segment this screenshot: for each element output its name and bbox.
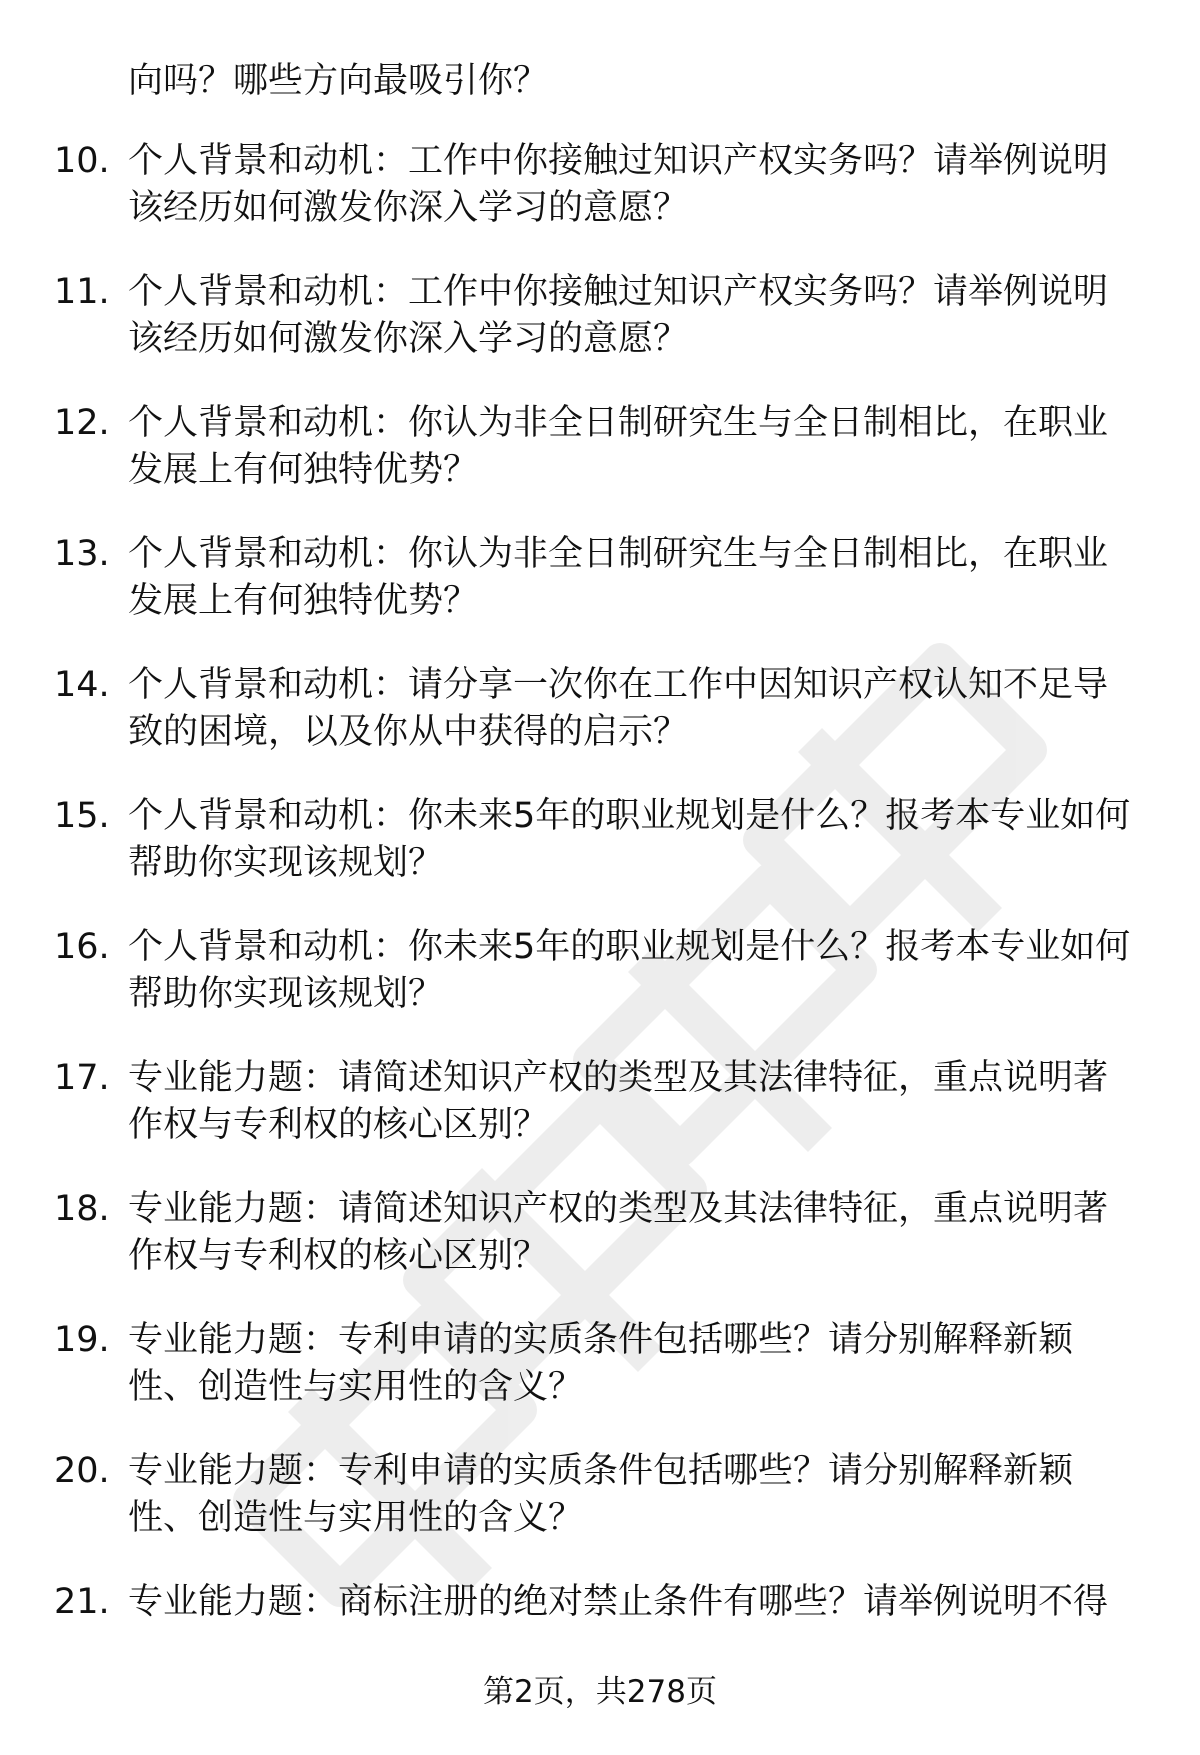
question-item (0, 269, 1200, 400)
question-text-line: 个人背景和动机：你未来5年的职业规划是什么？报考本专业如何 (128, 927, 1131, 967)
question-text-line: 性、创造性与实用性的含义？ (128, 1498, 584, 1538)
question-text (128, 1186, 1168, 1280)
question-list (0, 138, 1200, 1710)
question-item (0, 1055, 1200, 1186)
question-number: 13. (54, 534, 110, 574)
question-item (0, 924, 1200, 1055)
question-text (128, 662, 1168, 756)
question-text (128, 138, 1168, 232)
question-number: 15. (54, 796, 110, 836)
question-text-line: 发展上有何独特优势？ (128, 581, 479, 621)
question-item (0, 1317, 1200, 1448)
question-item (0, 793, 1200, 924)
question-item (0, 1448, 1200, 1579)
question-text-line: 个人背景和动机：你未来5年的职业规划是什么？报考本专业如何 (128, 796, 1131, 836)
question-item (0, 662, 1200, 793)
question-text-line: 专业能力题：专利申请的实质条件包括哪些？请分别解释新颖 (128, 1320, 1074, 1360)
question-text-line: 致的困境，以及你从中获得的启示？ (128, 712, 689, 752)
question-text (128, 531, 1168, 625)
question-text (128, 1055, 1168, 1149)
question-text-line: 个人背景和动机：你认为非全日制研究生与全日制相比，在职业 (128, 534, 1109, 574)
question-text (128, 1448, 1168, 1542)
page-footer: 第2页，共278页 (483, 1674, 717, 1710)
question-number: 12. (54, 403, 110, 443)
question-text (128, 793, 1168, 887)
question-number: 11. (54, 272, 110, 312)
question-text-line: 作权与专利权的核心区别？ (128, 1236, 549, 1276)
question-text-line: 个人背景和动机：你认为非全日制研究生与全日制相比，在职业 (128, 403, 1109, 443)
question-number: 14. (54, 665, 110, 705)
question-item (0, 138, 1200, 269)
question-number: 18. (54, 1189, 110, 1229)
question-text-line: 个人背景和动机：请分享一次你在工作中因知识产权认知不足导 (128, 665, 1109, 705)
question-text (128, 1579, 1168, 1626)
question-text-line: 个人背景和动机：工作中你接触过知识产权实务吗？请举例说明 (128, 272, 1109, 312)
question-text-line: 专业能力题：专利申请的实质条件包括哪些？请分别解释新颖 (128, 1451, 1074, 1491)
question-text-line: 帮助你实现该规划？ (128, 843, 444, 883)
question-number: 17. (54, 1058, 110, 1098)
question-text-line: 发展上有何独特优势？ (128, 450, 479, 490)
question-item (0, 531, 1200, 662)
question-text-line: 该经历如何激发你深入学习的意愿？ (128, 319, 689, 359)
question-text (128, 1317, 1168, 1411)
question-number: 20. (54, 1451, 110, 1491)
question-text (128, 924, 1168, 1018)
question-text-line: 性、创造性与实用性的含义？ (128, 1367, 584, 1407)
question-text-line: 专业能力题：商标注册的绝对禁止条件有哪些？请举例说明不得 (128, 1582, 1109, 1622)
question-text (128, 269, 1168, 363)
question-item (0, 400, 1200, 531)
question-item (0, 1186, 1200, 1317)
question-text-line: 个人背景和动机：工作中你接触过知识产权实务吗？请举例说明 (128, 141, 1109, 181)
continued-question-text: 向吗？哪些方向最吸引你？ (128, 61, 549, 101)
question-text-line: 专业能力题：请简述知识产权的类型及其法律特征，重点说明著 (128, 1189, 1109, 1229)
question-number: 16. (54, 927, 110, 967)
question-number: 21. (54, 1582, 110, 1622)
question-text-line: 作权与专利权的核心区别？ (128, 1105, 549, 1145)
question-text-line: 专业能力题：请简述知识产权的类型及其法律特征，重点说明著 (128, 1058, 1109, 1098)
question-text-line: 该经历如何激发你深入学习的意愿？ (128, 188, 689, 228)
question-number: 10. (54, 141, 110, 181)
question-number: 19. (54, 1320, 110, 1360)
question-text (128, 400, 1168, 494)
question-text-line: 帮助你实现该规划？ (128, 974, 444, 1014)
